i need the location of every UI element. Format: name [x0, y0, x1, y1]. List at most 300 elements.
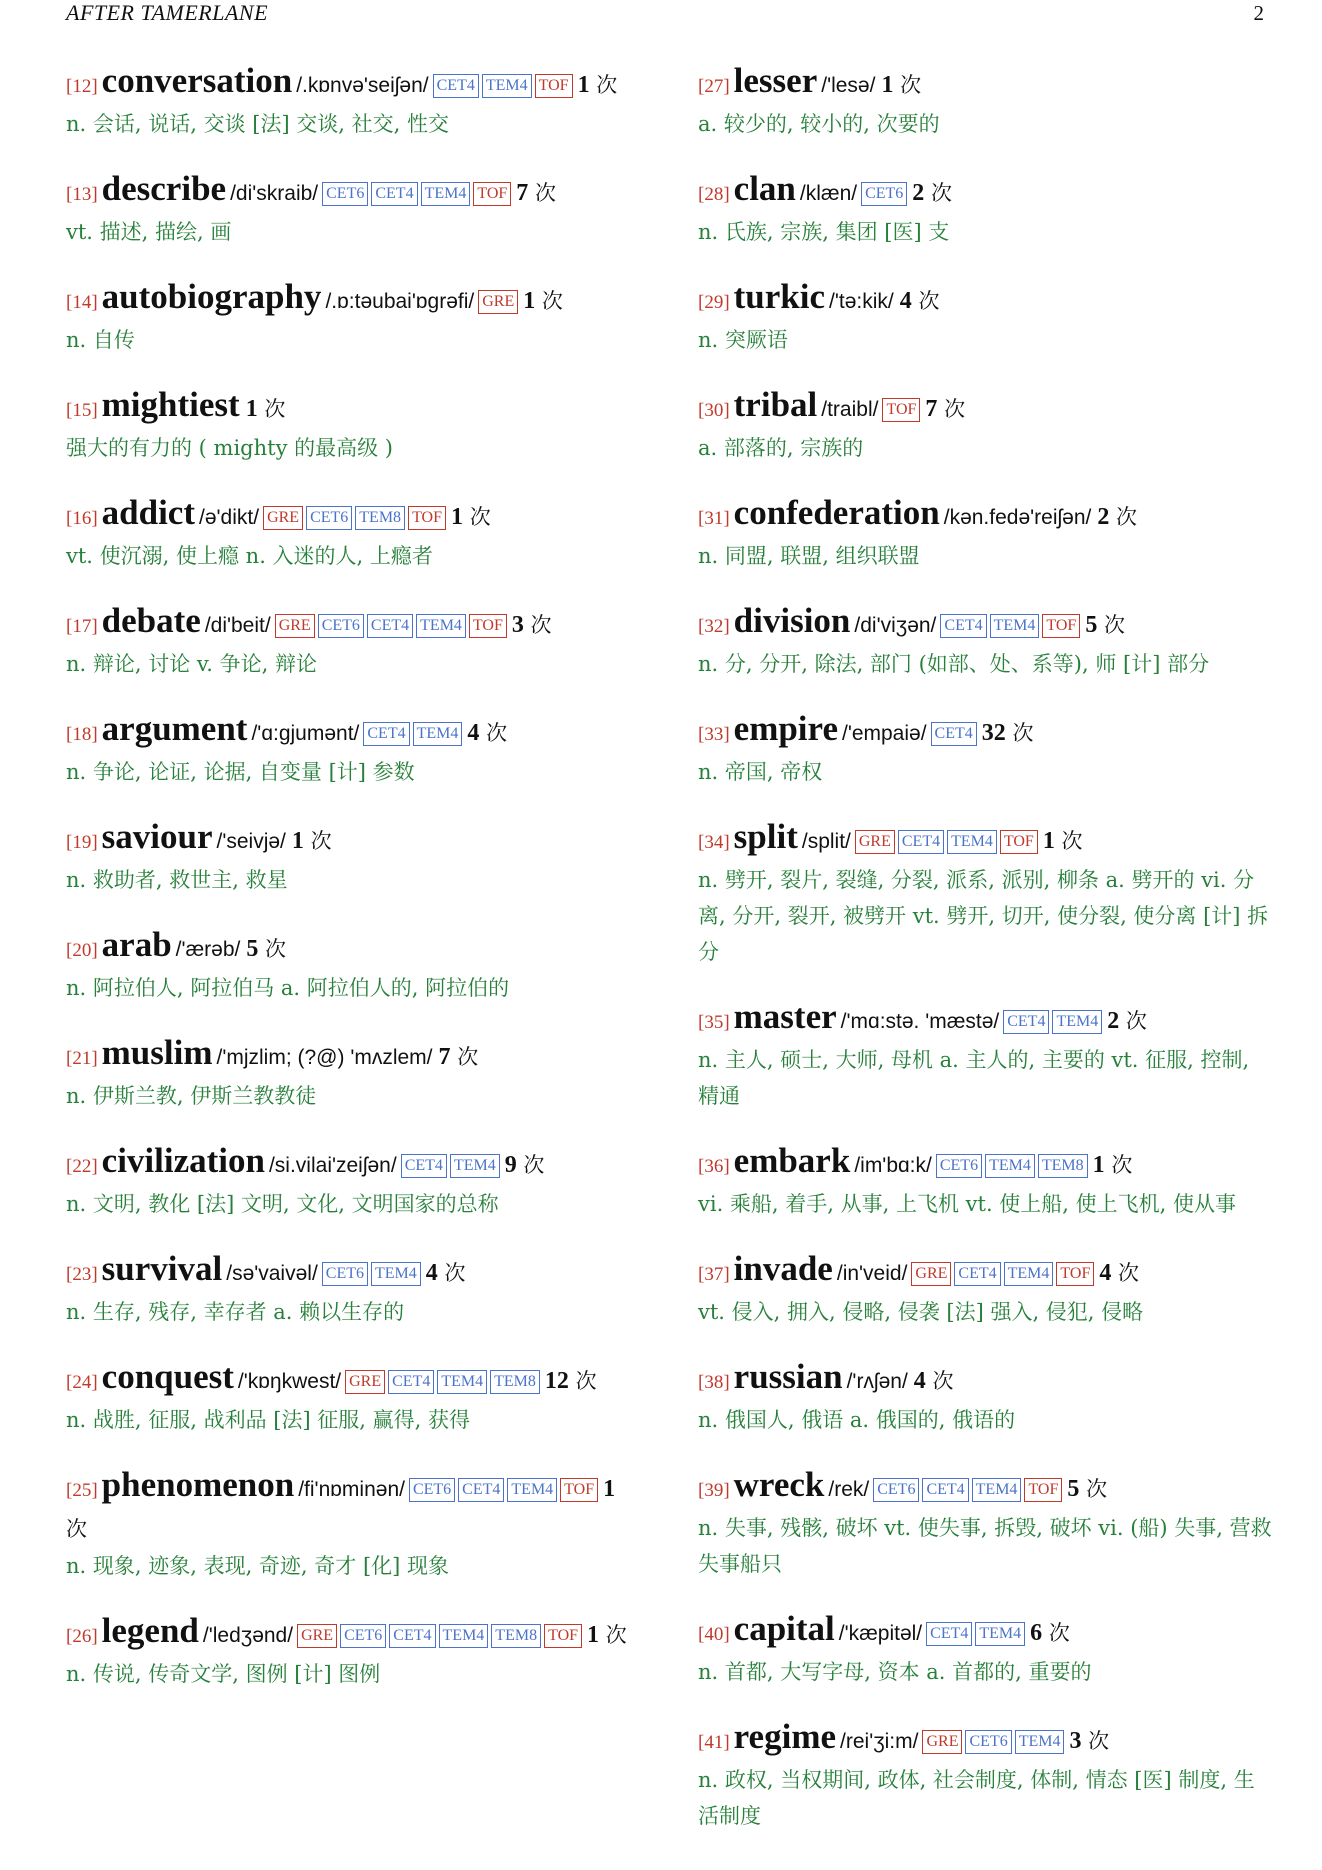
- frequency-unit: 次: [1048, 1621, 1070, 1645]
- phonetic: /rei'ʒi:m/: [840, 1730, 919, 1753]
- frequency-unit: 次: [1061, 829, 1083, 853]
- exam-tag: TOF: [469, 614, 507, 638]
- definition: a. 部落的, 宗族的: [698, 436, 864, 460]
- entry-headline: [66, 1466, 634, 1548]
- entry-headline: [66, 1034, 634, 1078]
- frequency-count: 7: [438, 1044, 451, 1070]
- frequency-count: 2: [1107, 1008, 1120, 1034]
- entry-headline: [698, 1358, 1273, 1402]
- frequency-count: 1: [523, 288, 536, 314]
- vocab-entry: [66, 1612, 634, 1692]
- frequency: [881, 73, 921, 97]
- entry-number: [21]: [66, 1048, 98, 1069]
- frequency-unit: 次: [534, 181, 556, 205]
- frequency-unit: 次: [1012, 721, 1034, 745]
- entry-number: [34]: [698, 832, 730, 853]
- vocab-entry: [66, 494, 634, 574]
- frequency: [912, 181, 952, 205]
- definition: n. 分, 分开, 除法, 部门 (如部、处、系等), 师 [计] 部分: [698, 652, 1210, 676]
- entry-headline: [698, 386, 1273, 430]
- frequency: [467, 721, 507, 745]
- phonetic: /.ɒ:təubai'ɒgrəfi/: [325, 290, 475, 313]
- phonetic: /di'skraib/: [230, 182, 319, 205]
- exam-tag: CET6: [861, 182, 907, 206]
- frequency-count: 1: [1042, 828, 1055, 854]
- definition: vi. 乘船, 着手, 从事, 上飞机 vt. 使上船, 使上飞机, 使从事: [698, 1192, 1237, 1216]
- headword: tribal: [733, 385, 818, 424]
- exam-tag: TEM4: [437, 1370, 487, 1394]
- exam-tag: TOF: [408, 506, 446, 530]
- frequency-count: 6: [1030, 1620, 1043, 1646]
- vocab-entry: [698, 1610, 1273, 1690]
- frequency-count: 7: [516, 180, 529, 206]
- exam-tag: TEM8: [355, 506, 405, 530]
- vocab-entry: [698, 494, 1273, 574]
- headword: lesser: [733, 61, 818, 100]
- headword: invade: [733, 1249, 833, 1288]
- entry-headline: [698, 170, 1273, 214]
- frequency: [292, 829, 332, 853]
- vocab-entry: [66, 710, 634, 790]
- definition: n. 劈开, 裂片, 裂缝, 分裂, 派系, 派别, 柳条 a. 劈开的 vi. 分离, 分开, 裂开, 被劈开 vt. 劈开, 切开, 使分裂, 使分离 [计] 拆分: [698, 868, 1269, 964]
- left-column: [66, 62, 634, 1692]
- entry-headline: [698, 1718, 1273, 1762]
- entry-headline: [66, 494, 634, 538]
- frequency-unit: 次: [265, 937, 287, 961]
- frequency: [1093, 1153, 1133, 1177]
- headword: conversation: [101, 61, 293, 100]
- definition: n. 主人, 硕士, 大师, 母机 a. 主人的, 主要的 vt. 征服, 控制, 精通: [698, 1048, 1250, 1108]
- frequency-unit: 次: [1088, 1729, 1110, 1753]
- vocab-entry: [66, 1142, 634, 1222]
- exam-tag: CET4: [940, 614, 986, 638]
- entry-headline: [66, 62, 634, 106]
- frequency: [578, 73, 618, 97]
- frequency-count: 1: [881, 72, 894, 98]
- headword: division: [733, 601, 851, 640]
- entry-headline: [698, 1610, 1273, 1654]
- frequency-unit: 次: [523, 1153, 545, 1177]
- exam-tag: CET6: [965, 1730, 1011, 1754]
- exam-tag: TEM4: [985, 1154, 1035, 1178]
- definition: vt. 描述, 描绘, 画: [66, 220, 232, 244]
- phonetic: /im'bɑ:k/: [854, 1154, 932, 1177]
- vocab-entry: [66, 170, 634, 250]
- frequency-unit: 次: [444, 1261, 466, 1285]
- definition: vt. 使沉溺, 使上瘾 n. 入迷的人, 上瘾者: [66, 544, 433, 568]
- exam-tag: CET4: [363, 722, 409, 746]
- exam-tag: TEM8: [490, 1370, 540, 1394]
- entry-headline: [698, 998, 1273, 1042]
- headword: regime: [733, 1717, 837, 1756]
- frequency-unit: 次: [1125, 1009, 1147, 1033]
- phonetic: /'mɑ:stə. 'mæstə/: [840, 1010, 1000, 1033]
- exam-tag: GRE: [922, 1730, 962, 1754]
- definition: n. 现象, 迹象, 表现, 奇迹, 奇才 [化] 现象: [66, 1554, 450, 1578]
- headword: arab: [101, 925, 172, 964]
- entry-number: [30]: [698, 400, 730, 421]
- exam-tag: TOF: [560, 1478, 598, 1502]
- entry-number: [13]: [66, 184, 98, 205]
- frequency-unit: 次: [264, 397, 286, 421]
- phonetic: /'seivjə/: [216, 830, 286, 853]
- phonetic: /'tə:kik/: [829, 290, 894, 313]
- exam-tag: GRE: [297, 1624, 337, 1648]
- vocab-entry: [66, 278, 634, 358]
- phonetic: /traibl/: [821, 398, 879, 421]
- entry-headline: [698, 1142, 1273, 1186]
- exam-tag: GRE: [911, 1262, 951, 1286]
- entry-number: [40]: [698, 1624, 730, 1645]
- vocab-entry: [698, 386, 1273, 466]
- exam-tag: GRE: [275, 614, 315, 638]
- definition: 强大的有力的 ( mighty 的最高级 ): [66, 436, 393, 460]
- entry-number: [19]: [66, 832, 98, 853]
- entry-headline: [698, 62, 1273, 106]
- definition: n. 突厥语: [698, 328, 788, 352]
- headword: legend: [101, 1611, 199, 1650]
- definition: n. 伊斯兰教, 伊斯兰教教徒: [66, 1084, 317, 1108]
- frequency-unit: 次: [932, 1369, 954, 1393]
- exam-tag: CET4: [371, 182, 417, 206]
- exam-tag: TEM4: [439, 1624, 489, 1648]
- phonetic: /'ɑ:gjumənt/: [251, 722, 360, 745]
- frequency: [246, 397, 286, 421]
- entry-headline: [66, 602, 634, 646]
- headword: confederation: [733, 493, 940, 532]
- frequency-unit: 次: [918, 289, 940, 313]
- headword: conquest: [101, 1357, 234, 1396]
- entry-headline: [66, 1142, 634, 1186]
- entry-number: [39]: [698, 1480, 730, 1501]
- entry-headline: [698, 602, 1273, 646]
- frequency-unit: 次: [1118, 1261, 1140, 1285]
- entry-number: [36]: [698, 1156, 730, 1177]
- exam-tag: CET4: [926, 1622, 972, 1646]
- entry-number: [23]: [66, 1264, 98, 1285]
- vocab-entry: [698, 602, 1273, 682]
- exam-tag: TOF: [1024, 1478, 1062, 1502]
- exam-tag: TOF: [473, 182, 511, 206]
- phonetic: /split/: [801, 830, 851, 853]
- frequency: [914, 1369, 954, 1393]
- headword: saviour: [101, 817, 213, 856]
- exam-tag: TEM4: [482, 74, 532, 98]
- frequency-count: 4: [1099, 1260, 1112, 1286]
- vocab-entry: [66, 1466, 634, 1584]
- exam-tag: TEM8: [491, 1624, 541, 1648]
- phonetic: /kən.fedə'reiʃən/: [943, 506, 1092, 529]
- entry-number: [28]: [698, 184, 730, 205]
- entry-headline: [698, 710, 1273, 754]
- entry-number: [38]: [698, 1372, 730, 1393]
- exam-tag: TEM4: [972, 1478, 1022, 1502]
- exam-tag: CET4: [401, 1154, 447, 1178]
- frequency-count: 1: [603, 1476, 616, 1502]
- entry-number: [29]: [698, 292, 730, 313]
- definition: n. 文明, 教化 [法] 文明, 文化, 文明国家的总称: [66, 1192, 499, 1216]
- entry-headline: [66, 1358, 634, 1402]
- frequency: [439, 1045, 479, 1069]
- exam-tag: TOF: [544, 1624, 582, 1648]
- exam-tag: TEM4: [947, 830, 997, 854]
- exam-tag: TEM4: [416, 614, 466, 638]
- vocab-entry: [698, 1718, 1273, 1834]
- frequency-count: 5: [246, 936, 259, 962]
- vocab-entry: [66, 818, 634, 898]
- exam-tag: CET6: [409, 1478, 455, 1502]
- frequency-count: 1: [1092, 1152, 1105, 1178]
- frequency: [1030, 1621, 1070, 1645]
- frequency-count: 1: [451, 504, 463, 530]
- frequency-count: 4: [425, 1260, 438, 1286]
- frequency-unit: 次: [930, 181, 952, 205]
- vocab-entry: [66, 1358, 634, 1438]
- entry-number: [24]: [66, 1372, 98, 1393]
- phonetic: /si.vilai'zeiʃən/: [268, 1154, 397, 1177]
- exam-tag: CET6: [322, 182, 368, 206]
- definition: n. 战胜, 征服, 战利品 [法] 征服, 赢得, 获得: [66, 1408, 471, 1432]
- exam-tag: TEM4: [421, 182, 471, 206]
- phonetic: /klæn/: [799, 182, 858, 205]
- frequency: [516, 181, 556, 205]
- exam-tag: CET6: [318, 614, 364, 638]
- entry-number: [20]: [66, 940, 98, 961]
- exam-tag: TEM4: [371, 1262, 421, 1286]
- headword: mightiest: [101, 385, 240, 424]
- entry-number: [15]: [66, 400, 98, 421]
- frequency-count: 2: [912, 180, 925, 206]
- exam-tag: TEM4: [1004, 1262, 1054, 1286]
- headword: describe: [101, 169, 227, 208]
- phonetic: /in'veid/: [836, 1262, 908, 1285]
- exam-tag: CET4: [458, 1478, 504, 1502]
- frequency: [512, 613, 552, 637]
- entry-number: [31]: [698, 508, 730, 529]
- phonetic: /ə'dikt/: [199, 506, 260, 529]
- headword: wreck: [733, 1465, 825, 1504]
- frequency-count: 7: [925, 396, 938, 422]
- frequency-count: 5: [1085, 612, 1098, 638]
- headword: addict: [101, 493, 196, 532]
- phonetic: /.kɒnvə'seiʃən/: [296, 74, 429, 97]
- frequency-count: 1: [577, 72, 590, 98]
- entry-number: [14]: [66, 292, 98, 313]
- headword: civilization: [101, 1141, 265, 1180]
- phonetic: /'lesə/: [821, 74, 876, 97]
- exam-tag: TEM4: [450, 1154, 500, 1178]
- headword: argument: [101, 709, 248, 748]
- definition: n. 会话, 说话, 交谈 [法] 交谈, 社交, 性交: [66, 112, 450, 136]
- frequency: [505, 1153, 545, 1177]
- frequency: [1069, 1729, 1109, 1753]
- exam-tag: CET6: [340, 1624, 386, 1648]
- entry-headline: [66, 818, 634, 862]
- frequency-unit: 次: [1104, 613, 1126, 637]
- entry-number: [33]: [698, 724, 730, 745]
- phonetic: /'ærəb/: [175, 938, 241, 961]
- frequency: [900, 289, 940, 313]
- headword: empire: [733, 709, 838, 748]
- frequency: [925, 397, 965, 421]
- definition: n. 同盟, 联盟, 组织联盟: [698, 544, 920, 568]
- exam-tag: TEM4: [413, 722, 463, 746]
- frequency-unit: 次: [1086, 1477, 1108, 1501]
- frequency: [451, 505, 491, 529]
- headword: master: [733, 997, 837, 1036]
- exam-tag: TEM4: [507, 1478, 557, 1502]
- entry-number: [37]: [698, 1264, 730, 1285]
- vocab-entry: [698, 818, 1273, 970]
- exam-tag: GRE: [478, 290, 518, 314]
- entry-headline: [66, 1250, 634, 1294]
- entry-number: [22]: [66, 1156, 98, 1177]
- vocab-entry: [66, 1250, 634, 1330]
- exam-tag: CET6: [936, 1154, 982, 1178]
- definition: n. 辩论, 讨论 v. 争论, 辩论: [66, 652, 317, 676]
- phonetic: /'ledʒənd/: [202, 1624, 294, 1647]
- exam-tag: CET6: [873, 1478, 919, 1502]
- frequency-unit: 次: [944, 397, 966, 421]
- exam-tag: CET6: [322, 1262, 368, 1286]
- frequency-unit: 次: [575, 1369, 597, 1393]
- definition: n. 政权, 当权期间, 政体, 社会制度, 体制, 情态 [医] 制度, 生活制度: [698, 1768, 1255, 1828]
- headword: turkic: [733, 277, 826, 316]
- definition: n. 俄国人, 俄语 a. 俄国的, 俄语的: [698, 1408, 1016, 1432]
- exam-tag: TOF: [1056, 1262, 1094, 1286]
- vocab-entry: [66, 386, 634, 466]
- exam-tag: TEM4: [990, 614, 1040, 638]
- entry-number: [41]: [698, 1732, 730, 1753]
- vocab-entry: [698, 1358, 1273, 1438]
- definition: n. 争论, 论证, 论据, 自变量 [计] 参数: [66, 760, 415, 784]
- frequency-unit: 次: [541, 289, 563, 313]
- frequency: [523, 289, 563, 313]
- vocab-entry: [698, 710, 1273, 790]
- vocab-entry: [698, 278, 1273, 358]
- frequency-count: 3: [1069, 1728, 1082, 1754]
- definition: a. 较少的, 较小的, 次要的: [698, 112, 940, 136]
- exam-tag: TEM8: [1038, 1154, 1088, 1178]
- vocab-entry: [698, 1250, 1273, 1330]
- frequency: [545, 1369, 597, 1393]
- frequency-unit: 次: [310, 829, 332, 853]
- frequency: [1107, 1009, 1147, 1033]
- exam-tag: TOF: [1000, 830, 1038, 854]
- frequency: [1043, 829, 1083, 853]
- definition: n. 首都, 大写字母, 资本 a. 首都的, 重要的: [698, 1660, 1092, 1684]
- exam-tag: TOF: [882, 398, 920, 422]
- headword: autobiography: [101, 277, 322, 316]
- exam-tag: TEM4: [1015, 1730, 1065, 1754]
- phonetic: /'kɒŋkwest/: [237, 1370, 342, 1393]
- definition: n. 救助者, 救世主, 救星: [66, 868, 288, 892]
- frequency: [1097, 505, 1137, 529]
- entry-headline: [698, 494, 1273, 538]
- frequency-unit: 次: [900, 73, 922, 97]
- entry-headline: [66, 710, 634, 754]
- vocab-entry: [698, 62, 1273, 142]
- phonetic: /rek/: [828, 1478, 870, 1501]
- frequency-count: 4: [467, 720, 480, 746]
- entry-number: [26]: [66, 1626, 98, 1647]
- entry-number: [25]: [66, 1480, 98, 1501]
- definition: n. 传说, 传奇文学, 图例 [计] 图例: [66, 1662, 381, 1686]
- entry-headline: [698, 818, 1273, 862]
- definition: n. 氏族, 宗族, 集团 [医] 支: [698, 220, 950, 244]
- phonetic: /'kæpitəl/: [838, 1622, 923, 1645]
- entry-number: [18]: [66, 724, 98, 745]
- frequency: [1067, 1477, 1107, 1501]
- exam-tag: TOF: [1042, 614, 1080, 638]
- headword: russian: [733, 1357, 843, 1396]
- exam-tag: CET4: [433, 74, 479, 98]
- vocab-entry: [698, 170, 1273, 250]
- entry-number: [32]: [698, 616, 730, 637]
- exam-tag: CET4: [1003, 1010, 1049, 1034]
- frequency-unit: 次: [1116, 505, 1138, 529]
- exam-tag: CET4: [367, 614, 413, 638]
- exam-tag: TOF: [535, 74, 573, 98]
- phonetic: /'mjzlim; (?@) 'mʌzlem/: [216, 1046, 433, 1069]
- phonetic: /sə'vaivəl/: [226, 1262, 318, 1285]
- phonetic: /fi'nɒminən/: [298, 1478, 405, 1501]
- frequency-unit: 次: [457, 1045, 479, 1069]
- frequency: [1085, 613, 1125, 637]
- definition: n. 阿拉伯人, 阿拉伯马 a. 阿拉伯人的, 阿拉伯的: [66, 976, 510, 1000]
- entry-headline: [66, 1612, 634, 1656]
- entry-number: [27]: [698, 76, 730, 97]
- frequency-unit: 次: [596, 73, 618, 97]
- entry-number: [35]: [698, 1012, 730, 1033]
- exam-tag: GRE: [263, 506, 303, 530]
- exam-tag: CET4: [388, 1370, 434, 1394]
- frequency: [426, 1261, 466, 1285]
- frequency-count: 9: [504, 1152, 517, 1178]
- vocab-entry: [698, 1142, 1273, 1222]
- vocab-entry: [66, 62, 634, 142]
- frequency: [246, 937, 286, 961]
- headword: capital: [733, 1609, 835, 1648]
- frequency: [982, 721, 1034, 745]
- definition: n. 自传: [66, 328, 135, 352]
- entry-headline: [66, 170, 634, 214]
- entry-number: [16]: [66, 508, 98, 529]
- vocab-entry: [66, 1034, 634, 1114]
- frequency-unit: 次: [66, 1517, 87, 1541]
- frequency-unit: 次: [605, 1623, 627, 1647]
- entry-headline: [698, 1250, 1273, 1294]
- frequency-count: 4: [913, 1368, 926, 1394]
- entry-headline: [66, 386, 634, 430]
- entry-headline: [698, 1466, 1273, 1510]
- vocab-entry: [698, 998, 1273, 1114]
- phonetic: /di'viʒən/: [854, 614, 937, 637]
- frequency-count: 4: [899, 288, 912, 314]
- running-header: AFTER TAMERLANE: [66, 0, 269, 25]
- definition: n. 帝国, 帝权: [698, 760, 823, 784]
- vocab-entry: [66, 602, 634, 682]
- frequency-unit: 次: [1111, 1153, 1133, 1177]
- vocab-entry: [698, 1466, 1273, 1582]
- headword: phenomenon: [101, 1465, 295, 1504]
- phonetic: /'rʌʃən/: [846, 1370, 908, 1393]
- exam-tag: CET4: [954, 1262, 1000, 1286]
- headword: embark: [733, 1141, 851, 1180]
- frequency-count: 2: [1097, 504, 1110, 530]
- definition: n. 生存, 残存, 幸存者 a. 赖以生存的: [66, 1300, 405, 1324]
- vocab-entry: [66, 926, 634, 1006]
